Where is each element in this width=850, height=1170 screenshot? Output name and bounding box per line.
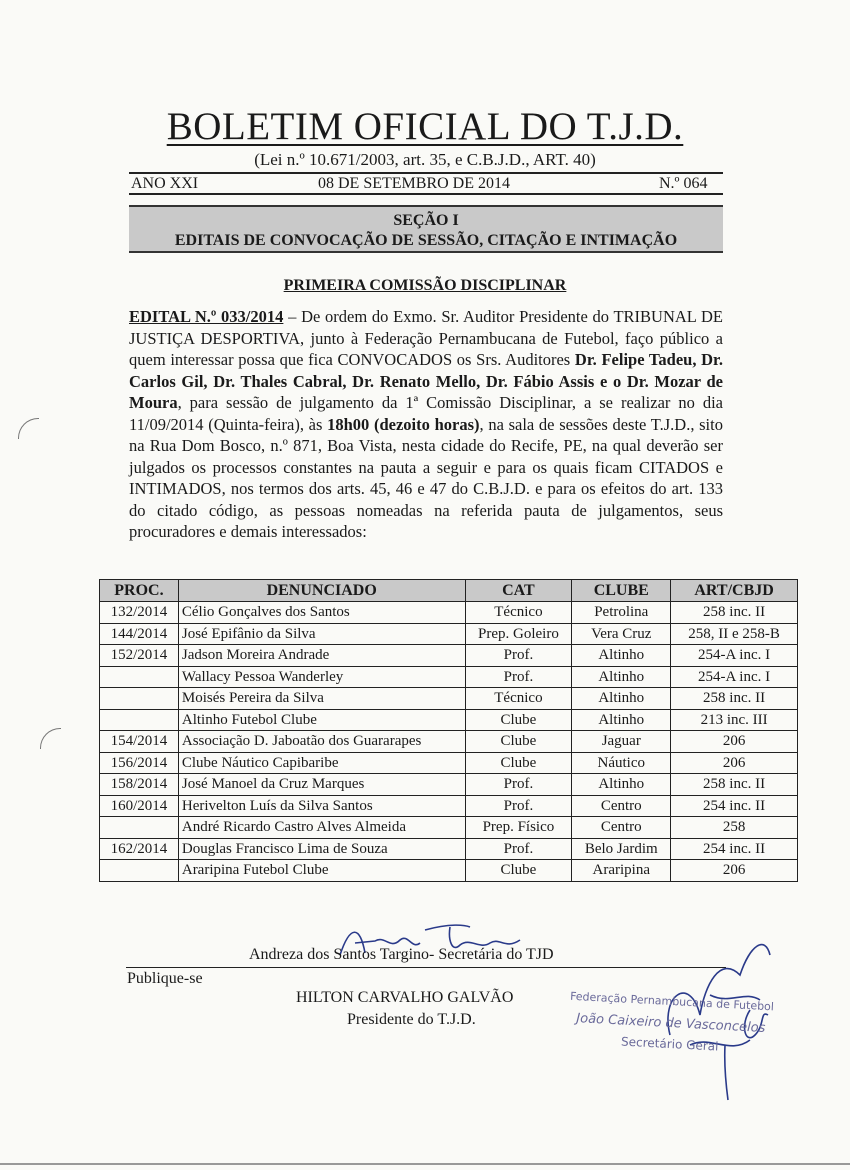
cat-cell: Prof. xyxy=(465,666,572,688)
denunciado-cell: Araripina Futebol Clube xyxy=(178,860,465,882)
proc-cell: 160/2014 xyxy=(100,795,179,817)
proc-cell xyxy=(100,709,179,731)
clube-cell: Altinho xyxy=(572,666,671,688)
table-row xyxy=(100,817,798,839)
denunciado-cell: André Ricardo Castro Alves Almeida xyxy=(178,817,465,839)
section-title: SEÇÃO I xyxy=(393,212,459,229)
table-row xyxy=(100,623,798,645)
denunciado-cell: José Epifânio da Silva xyxy=(178,623,465,645)
art-cell: 254 inc. II xyxy=(671,838,798,860)
year-label: ANO XXI xyxy=(131,175,199,192)
cat-cell: Prof. xyxy=(465,838,572,860)
official-stamp xyxy=(563,990,777,1091)
table-row xyxy=(100,774,798,796)
section-banner xyxy=(129,205,723,253)
art-cell: 258 inc. II xyxy=(671,774,798,796)
denunciado-cell: Herivelton Luís da Silva Santos xyxy=(178,795,465,817)
page-title: BOLETIM OFICIAL DO T.J.D. xyxy=(166,105,684,148)
cat-cell: Clube xyxy=(465,752,572,774)
commission-heading: PRIMEIRA COMISSÃO DISCIPLINAR xyxy=(283,277,567,294)
edital-text-3: , na sala de sessões deste T.J.D., sito na Rua Dom Bosco, n.º 871, Boa Vista, nesta cidade do Recife, PE, na qual deverão ser julgados os processos constantes na pauta a seguir e para os quais ficam CITADOS e INTIMADOS, nos termos dos arts. 45, 46 e 47 do C.B.J.D. e para os efeitos do art. 133 do citado código, as pessoas nomeadas na referida pauta de julgamentos, seus procuradores e demais interessados: xyxy=(129,414,723,541)
proc-cell: 152/2014 xyxy=(100,645,179,667)
edital-text-2: , para sessão de julgamento da 1ª Comissão Disciplinar, a se realizar no dia 11/09/2014 (Quinta-feira), às xyxy=(129,393,723,434)
clube-cell: Vera Cruz xyxy=(572,623,671,645)
cat-cell: Prof. xyxy=(465,774,572,796)
proc-cell xyxy=(100,817,179,839)
clube-cell: Petrolina xyxy=(572,602,671,624)
edital-text-1: – De ordem do Exmo. Sr. Auditor Presidente do TRIBUNAL DE JUSTIÇA DESPORTIVA, junto à Federação Pernambucana de Futebol, faço público a quem interessar possa que fica CONVOCADOS os Srs. Auditores xyxy=(129,307,723,369)
issue-number: N.º 064 xyxy=(659,175,708,192)
process-table xyxy=(99,579,798,882)
proc-cell xyxy=(100,688,179,710)
clube-cell: Altinho xyxy=(572,688,671,710)
edital-auditors: Dr. Felipe Tadeu, Dr. Carlos Gil, Dr. Thales Cabral, Dr. Renato Mello, Dr. Fábio Assis e o Dr. Mozar de Moura xyxy=(129,350,723,412)
denunciado-cell: Célio Gonçalves dos Santos xyxy=(178,602,465,624)
header-rule-bottom xyxy=(129,193,723,195)
proc-cell xyxy=(100,860,179,882)
proc-cell: 156/2014 xyxy=(100,752,179,774)
stamp-line-1: Federação Pernambucana de Futebol xyxy=(569,989,775,1014)
clube-cell: Jaguar xyxy=(572,731,671,753)
cat-cell: Prof. xyxy=(465,645,572,667)
cat-cell: Técnico xyxy=(465,688,572,710)
cat-cell: Técnico xyxy=(465,602,572,624)
table-row xyxy=(100,666,798,688)
denunciado-cell: Moisés Pereira da Silva xyxy=(178,688,465,710)
clube-cell: Náutico xyxy=(572,752,671,774)
table-row xyxy=(100,838,798,860)
publish-label: Publique-se xyxy=(127,970,203,987)
denunciado-cell: Wallacy Pessoa Wanderley xyxy=(178,666,465,688)
clube-cell: Belo Jardim xyxy=(572,838,671,860)
clube-cell: Centro xyxy=(572,817,671,839)
stamp-line-2: João Caixeiro de Vasconcelos xyxy=(575,1011,766,1036)
table-row xyxy=(100,709,798,731)
edital-label: EDITAL N.º 033/2014 xyxy=(129,307,284,326)
denunciado-cell: Altinho Futebol Clube xyxy=(178,709,465,731)
edital-time: 18h00 (dezoito horas) xyxy=(327,414,480,434)
table-row xyxy=(100,731,798,753)
cat-cell: Prep. Goleiro xyxy=(465,623,572,645)
denunciado-cell: José Manoel da Cruz Marques xyxy=(178,774,465,796)
denunciado-cell: Clube Náutico Capibaribe xyxy=(178,752,465,774)
table-header-row xyxy=(100,580,798,602)
denunciado-cell: Jadson Moreira Andrade xyxy=(178,645,465,667)
cat-cell: Clube xyxy=(465,731,572,753)
column-header-art: ART/CBJD xyxy=(671,580,798,602)
art-cell: 254 inc. II xyxy=(671,795,798,817)
art-cell: 258, II e 258-B xyxy=(671,623,798,645)
header-rule-top xyxy=(129,172,723,174)
proc-cell: 144/2014 xyxy=(100,623,179,645)
column-header-cat: CAT xyxy=(465,580,572,602)
denunciado-cell: Associação D. Jaboatão dos Guararapes xyxy=(178,731,465,753)
page-bottom-edge xyxy=(0,1163,850,1165)
page-subtitle: (Lei n.º 10.671/2003, art. 35, e C.B.J.D., ART. 40) xyxy=(254,150,596,169)
publish-rule xyxy=(126,967,726,968)
table-row xyxy=(100,795,798,817)
clube-cell: Centro xyxy=(572,795,671,817)
column-header-proc: PROC. xyxy=(100,580,179,602)
art-cell: 213 inc. III xyxy=(671,709,798,731)
table-row xyxy=(100,602,798,624)
proc-cell: 154/2014 xyxy=(100,731,179,753)
cat-cell: Clube xyxy=(465,860,572,882)
art-cell: 206 xyxy=(671,752,798,774)
table-row xyxy=(100,688,798,710)
punch-hole-mark xyxy=(18,418,39,439)
cat-cell: Prof. xyxy=(465,795,572,817)
art-cell: 258 inc. II xyxy=(671,602,798,624)
art-cell: 254-A inc. I xyxy=(671,666,798,688)
column-header-clube: CLUBE xyxy=(572,580,671,602)
art-cell: 206 xyxy=(671,731,798,753)
denunciado-cell: Douglas Francisco Lima de Souza xyxy=(178,838,465,860)
proc-cell: 162/2014 xyxy=(100,838,179,860)
clube-cell: Araripina xyxy=(572,860,671,882)
art-cell: 254-A inc. I xyxy=(671,645,798,667)
clube-cell: Altinho xyxy=(572,774,671,796)
cat-cell: Prep. Físico xyxy=(465,817,572,839)
column-header-denunciado: DENUNCIADO xyxy=(178,580,465,602)
proc-cell xyxy=(100,666,179,688)
proc-cell: 158/2014 xyxy=(100,774,179,796)
president-name: HILTON CARVALHO GALVÃO xyxy=(296,989,514,1006)
stamp-line-3: Secretário Geral xyxy=(620,1034,719,1054)
secretary-signature-line: Andreza dos Santos Targino- Secretária do TJD xyxy=(249,946,554,963)
art-cell: 258 inc. II xyxy=(671,688,798,710)
art-cell: 258 xyxy=(671,817,798,839)
punch-hole-mark xyxy=(40,728,61,749)
date-label: 08 DE SETEMBRO DE 2014 xyxy=(318,175,510,192)
table-row xyxy=(100,645,798,667)
clube-cell: Altinho xyxy=(572,709,671,731)
cat-cell: Clube xyxy=(465,709,572,731)
table-row xyxy=(100,752,798,774)
section-subtitle: EDITAIS DE CONVOCAÇÃO DE SESSÃO, CITAÇÃO E INTIMAÇÃO xyxy=(174,232,678,249)
president-title: Presidente do T.J.D. xyxy=(347,1011,476,1028)
proc-cell: 132/2014 xyxy=(100,602,179,624)
edital-paragraph xyxy=(129,306,723,543)
table-row xyxy=(100,860,798,882)
art-cell: 206 xyxy=(671,860,798,882)
clube-cell: Altinho xyxy=(572,645,671,667)
